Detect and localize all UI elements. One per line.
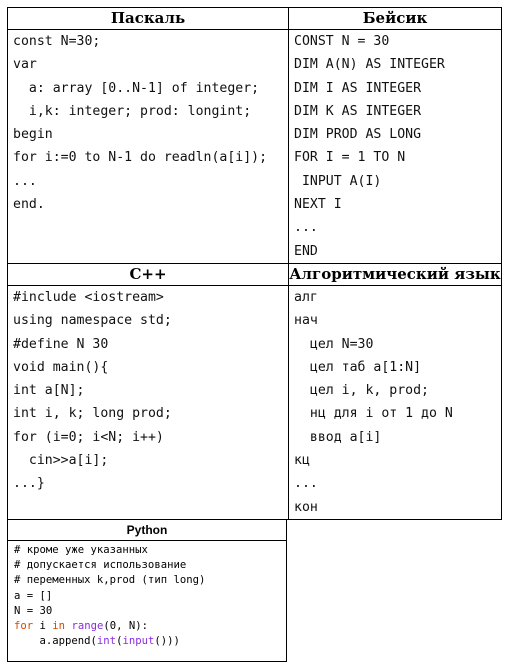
code-line: int i, k; long prod; (13, 406, 172, 422)
code-line: for i:=0 to N-1 do readln(a[i]); (13, 150, 268, 166)
algo-code (289, 285, 502, 519)
code-line: i,k: integer; prod: longint; (13, 103, 252, 119)
code-line: нц для i от 1 до N (294, 406, 453, 422)
code-line: #include <iostream> (13, 289, 164, 305)
code-line: кц (294, 453, 310, 469)
code-line: DIM A(N) AS INTEGER (294, 57, 445, 73)
code-line: const N=30; (13, 34, 101, 49)
keyword-in: in (52, 619, 66, 632)
code-line: цел i, k, prod; (294, 383, 429, 399)
code-line: cin>>a[i]; (13, 453, 109, 469)
code-line: using namespace std; (13, 313, 172, 329)
code-line: end. (13, 197, 45, 213)
python-code (8, 541, 286, 649)
code-line: FOR I = 1 TO N (294, 150, 406, 166)
code-line: begin (13, 127, 53, 143)
code-line: алг (294, 289, 318, 305)
code-line: ...} (13, 476, 45, 492)
code-line: CONST N = 30 (294, 34, 390, 49)
code-line: ввод a[i] (294, 429, 382, 445)
code-line: ... (294, 220, 318, 236)
code-comment: # кроме уже указанных (14, 544, 148, 556)
python-panel (7, 519, 287, 662)
builtin-range: range (71, 619, 104, 632)
code-line: int a[N]; (13, 383, 85, 399)
cpp-code (8, 285, 289, 519)
basic-header: Бейсик (289, 8, 502, 30)
code-comment: # допускается использование (14, 559, 187, 572)
code-line: a = [] (14, 589, 53, 602)
basic-code (289, 30, 502, 264)
code-line: NEXT I (294, 197, 342, 213)
range-args: (0, N): (103, 619, 148, 632)
paren: ( (116, 635, 123, 648)
algo-header: Алгоритмический язык (289, 263, 502, 285)
builtin-input: input (122, 635, 155, 648)
code-line (14, 634, 286, 649)
code-line: ... (294, 476, 318, 492)
code-line: N = 30 (14, 604, 53, 617)
code-line: void main(){ (13, 359, 109, 375)
code-line: нач (294, 313, 318, 329)
cpp-header: C++ (8, 263, 289, 285)
code-comment: # переменных k,prod (тип long) (14, 574, 206, 587)
builtin-int: int (96, 635, 117, 648)
code-line: DIM I AS INTEGER (294, 80, 422, 96)
code-line: кон (294, 499, 318, 515)
loop-var: i (33, 619, 53, 632)
pascal-header: Паскаль (8, 8, 289, 30)
code-line: a: array [0..N-1] of integer; (13, 80, 260, 96)
code-line: цел таб a[1:N] (294, 359, 422, 375)
code-line (14, 619, 286, 634)
code-line: INPUT A(I) (294, 173, 382, 189)
code-line: for (i=0; i<N; i++) (13, 429, 164, 445)
keyword-for: for (14, 619, 34, 632)
pascal-code (8, 30, 289, 264)
code-line: DIM K AS INTEGER (294, 103, 422, 119)
code-line: var (13, 57, 37, 73)
closing-parens: ())) (154, 635, 180, 648)
code-line: ... (13, 173, 37, 189)
append-call: a.append( (14, 635, 97, 648)
python-header: Python (8, 520, 286, 541)
code-line: #define N 30 (13, 336, 109, 352)
code-line: DIM PROD AS LONG (294, 127, 422, 143)
code-table (7, 7, 502, 520)
code-line: END (294, 243, 318, 259)
code-line: цел N=30 (294, 336, 374, 352)
